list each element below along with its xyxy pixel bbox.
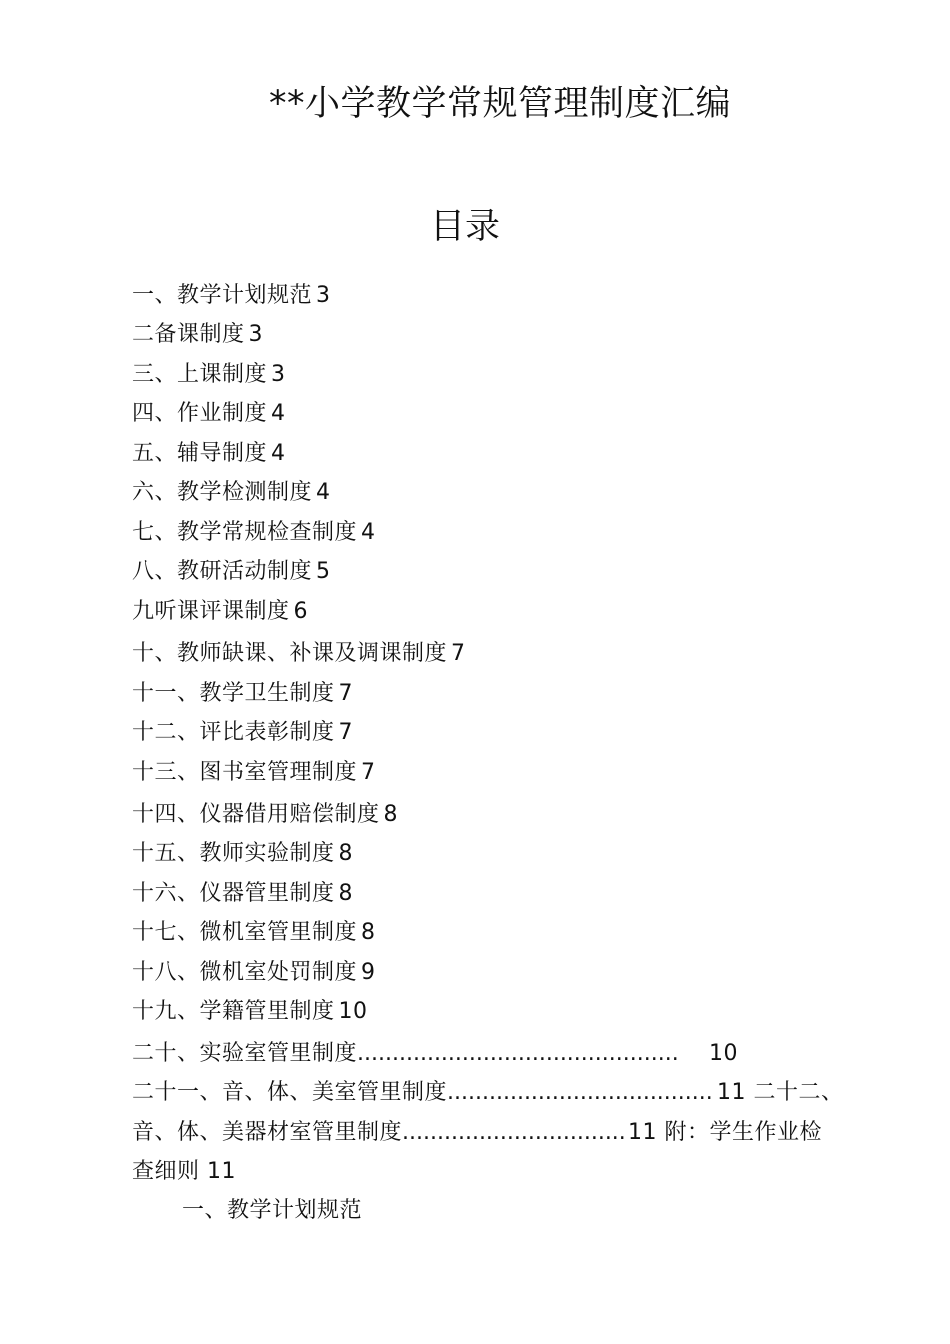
- toc-entry: [132, 755, 376, 791]
- toc-entry: [132, 396, 286, 432]
- toc-wrapped-line-3: 查细则 11: [132, 1159, 236, 1184]
- toc-entry-label: 十八、微机室处罚制度: [132, 960, 358, 985]
- toc-entry: [132, 554, 331, 590]
- toc-entry-label: 五、辅导制度: [132, 441, 268, 466]
- toc-leader-dots: ......................................: [447, 1080, 713, 1105]
- toc-entry-page: 9: [361, 960, 376, 985]
- toc-entry: [132, 876, 353, 912]
- toc-entry-page: 7: [361, 760, 376, 785]
- toc-entry: [132, 636, 466, 672]
- toc-entry-label: 六、教学检测制度: [132, 480, 313, 505]
- toc-entry-page: 7: [451, 641, 466, 666]
- toc-entry-page: 5: [316, 559, 331, 584]
- toc-entry-page: 3: [316, 283, 331, 308]
- toc-entry: [132, 317, 263, 353]
- toc-entry-page: 8: [361, 920, 376, 945]
- toc-entry-page: 11 二十二、: [717, 1080, 844, 1105]
- toc-entry-page: 4: [316, 480, 331, 505]
- toc-entry-label: 十五、教师实验制度: [132, 841, 335, 866]
- toc-entry: [132, 357, 286, 393]
- toc-entry-label: 八、教研活动制度: [132, 559, 313, 584]
- toc-entry: [132, 915, 376, 951]
- toc-entry-label: 一、教学计划规范: [132, 283, 313, 308]
- toc-entry: [132, 475, 331, 511]
- toc-entry-label: 十三、图书室管理制度: [132, 760, 358, 785]
- toc-leader-dots: ..............................................: [357, 1041, 679, 1066]
- toc-entry-page: 4: [361, 520, 376, 545]
- section-heading: 一、教学计划规范: [182, 1198, 363, 1223]
- toc-entry-label: 三、上课制度: [132, 362, 268, 387]
- toc-entry: [132, 955, 376, 991]
- toc-entry-page: 10: [709, 1041, 739, 1066]
- toc-entry-page: 7: [338, 681, 354, 706]
- toc-entry-label: 十一、教学卫生制度: [132, 681, 335, 706]
- toc-entry-label: 十六、仪器管里制度: [132, 881, 335, 906]
- toc-entry-label: 九听课评课制度: [132, 599, 290, 624]
- toc-entry-label: 二十、实验室管里制度: [132, 1041, 358, 1066]
- toc-wrapped-line-2: [132, 1113, 872, 1153]
- toc-entry-label: 十四、仪器借用赔偿制度: [132, 802, 380, 827]
- toc-entry-page: 10: [338, 999, 368, 1024]
- toc-entry-page: 7: [338, 720, 354, 745]
- toc-entry-page: 8: [383, 802, 399, 827]
- toc-entry: [132, 676, 353, 712]
- toc-entry-page: 4: [271, 441, 286, 466]
- toc-entry: [132, 797, 398, 833]
- toc-entry-page: 3: [271, 362, 286, 387]
- toc-entry-page: 8: [338, 881, 354, 906]
- toc-entry-label: 音、体、美器材室管里制度: [132, 1120, 403, 1145]
- toc-entry-page: 4: [271, 401, 286, 426]
- toc-entry-label: 十二、评比表彰制度: [132, 720, 335, 745]
- toc-leader-dots: ................................: [402, 1120, 626, 1145]
- toc-wrapped-line-1: [132, 1073, 872, 1113]
- toc-entry-label: 十七、微机室管里制度: [132, 920, 358, 945]
- toc-entry-page: 11 附：学生作业检: [628, 1120, 823, 1145]
- toc-entry: [132, 836, 353, 872]
- document-title: **小学教学常规管理制度汇编: [268, 84, 731, 124]
- toc-entry-label: 十九、学籍管里制度: [132, 999, 335, 1024]
- toc-entry-dotted: [132, 1034, 872, 1074]
- toc-entry: [132, 715, 353, 751]
- toc-entry: [132, 436, 286, 472]
- toc-entry-label: 十、教师缺课、补课及调课制度: [132, 641, 448, 666]
- toc-entry: [132, 278, 331, 314]
- toc-entry-page: 6: [293, 599, 309, 624]
- toc-entry-label: 四、作业制度: [132, 401, 268, 426]
- toc-entry-label: 二备课制度: [132, 322, 245, 347]
- toc-entry-page: 3: [248, 322, 264, 347]
- toc-entry: [132, 594, 308, 630]
- toc-entry-label: 七、教学常规检查制度: [132, 520, 358, 545]
- toc-entry-page: 8: [338, 841, 354, 866]
- toc-entry: [132, 994, 368, 1030]
- toc-entry-label: 二十一、音、体、美室管里制度: [132, 1080, 448, 1105]
- toc-heading: 目录: [429, 207, 500, 247]
- toc-entry: [132, 515, 376, 551]
